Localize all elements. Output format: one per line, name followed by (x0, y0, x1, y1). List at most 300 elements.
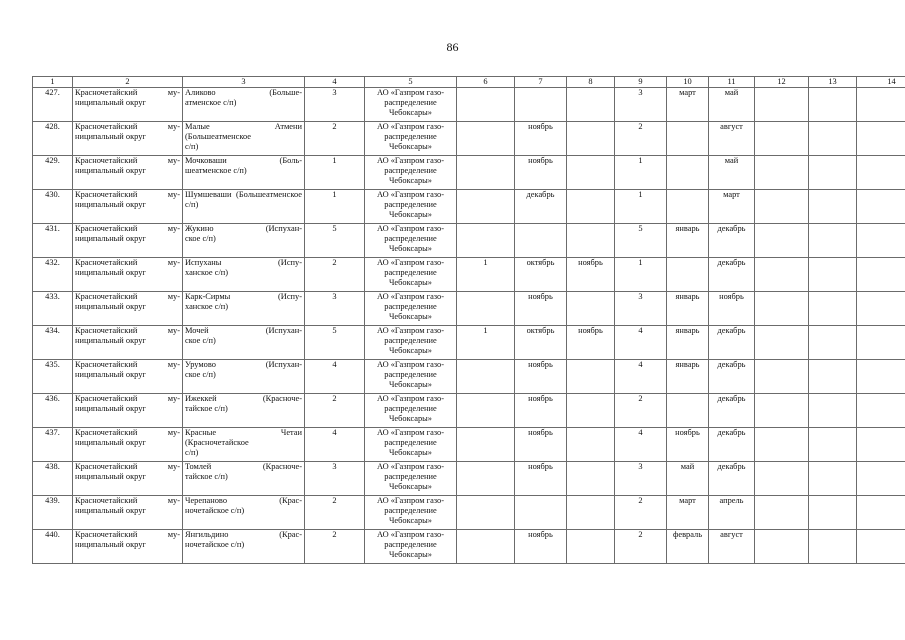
district-cell (73, 530, 183, 564)
table-row (33, 224, 905, 258)
organization-cell (365, 122, 457, 156)
col13-cell (809, 326, 857, 360)
col13-cell (809, 156, 857, 190)
col11-cell: апрель (709, 496, 755, 530)
col12-cell (755, 156, 809, 190)
settlement-line: атменское с/п) (185, 97, 237, 107)
district-part: Красночетайский (75, 428, 138, 437)
col13-cell (809, 190, 857, 224)
col10-cell (667, 190, 709, 224)
col11-cell: декабрь (709, 394, 755, 428)
col6-cell (457, 496, 515, 530)
col11-cell: декабрь (709, 224, 755, 258)
district-cell (73, 360, 183, 394)
table-body (33, 88, 905, 564)
district-part: му- (167, 496, 180, 505)
district-line (75, 292, 180, 302)
district-line (75, 496, 180, 506)
district-line (75, 360, 180, 370)
district-cell (73, 462, 183, 496)
district-part: му- (167, 462, 180, 471)
district-part: Красночетайский (75, 122, 138, 131)
row-number-cell: 429. (33, 156, 73, 190)
district-part: Красночетайский (75, 326, 138, 335)
settlement-part: (Крас- (279, 496, 302, 505)
district-cell (73, 190, 183, 224)
district-line (75, 530, 180, 540)
organization-line: АО «Газпром газо- (376, 360, 445, 369)
settlement-part: Мочковаши (185, 156, 227, 165)
settlement-part: (Боль- (279, 156, 302, 165)
col7-cell (515, 224, 567, 258)
count-cell: 2 (305, 258, 365, 292)
organization-line: распределение (384, 369, 437, 379)
district-line: ниципальный округ (75, 403, 146, 413)
col10-cell: март (667, 88, 709, 122)
district-line (75, 224, 180, 234)
count-cell: 1 (305, 190, 365, 224)
row-number-cell: 438. (33, 462, 73, 496)
district-part: Красночетайский (75, 394, 138, 403)
district-part: му- (167, 258, 180, 267)
page-number: 86 (446, 40, 459, 54)
district-line: ниципальный округ (75, 199, 146, 209)
settlement-cell (183, 224, 305, 258)
header-col-9: 9 (615, 77, 667, 88)
col6-cell (457, 462, 515, 496)
district-part: Красночетайский (75, 360, 138, 369)
district-cell (73, 258, 183, 292)
table-row (33, 462, 905, 496)
organization-cell (365, 428, 457, 462)
district-part: Красночетайский (75, 462, 138, 471)
col8-cell (567, 428, 615, 462)
col12-cell (755, 394, 809, 428)
count-cell: 2 (305, 496, 365, 530)
organization-line: распределение (384, 539, 437, 549)
col13-cell (809, 88, 857, 122)
header-col-5: 5 (365, 77, 457, 88)
settlement-part: (Больше- (269, 88, 302, 97)
district-cell (73, 428, 183, 462)
organization-line: Чебоксары» (388, 549, 432, 559)
count-cell: 5 (305, 326, 365, 360)
settlement-part: (Испухан- (265, 360, 302, 369)
settlement-cell (183, 428, 305, 462)
organization-cell (365, 326, 457, 360)
settlement-cell (183, 258, 305, 292)
count-cell: 5 (305, 224, 365, 258)
organization-line: АО «Газпром газо- (376, 190, 445, 199)
col7-cell: ноябрь (515, 360, 567, 394)
count-cell: 2 (305, 122, 365, 156)
header-col-2: 2 (73, 77, 183, 88)
settlement-part: (Испу- (277, 292, 302, 301)
settlement-line: ночетайское с/п) (185, 539, 245, 549)
settlement-cell (183, 530, 305, 564)
col6-cell (457, 156, 515, 190)
district-line (75, 156, 180, 166)
organization-line: Чебоксары» (388, 277, 432, 287)
district-line: ниципальный округ (75, 335, 146, 345)
district-line: ниципальный округ (75, 471, 146, 481)
settlement-line: с/п) (185, 447, 199, 457)
col6-cell (457, 190, 515, 224)
district-part: Красночетайский (75, 258, 138, 267)
table-row (33, 88, 905, 122)
settlement-part: Четаи (280, 428, 302, 437)
settlement-part: Малые (185, 122, 210, 131)
settlement-part: Шумшеваши (185, 190, 232, 199)
district-part: Красночетайский (75, 496, 138, 505)
col7-cell: ноябрь (515, 122, 567, 156)
col10-cell (667, 122, 709, 156)
col14-cell (857, 258, 905, 292)
col9-cell: 4 (615, 428, 667, 462)
district-cell (73, 224, 183, 258)
organization-line: Чебоксары» (388, 175, 432, 185)
header-col-14: 14 (857, 77, 905, 88)
organization-line: Чебоксары» (388, 141, 432, 151)
col13-cell (809, 496, 857, 530)
document-table (32, 76, 905, 564)
col9-cell: 3 (615, 462, 667, 496)
organization-line: распределение (384, 199, 437, 209)
organization-cell (365, 224, 457, 258)
col12-cell (755, 224, 809, 258)
count-cell: 2 (305, 530, 365, 564)
col13-cell (809, 292, 857, 326)
col9-cell: 1 (615, 258, 667, 292)
settlement-line (185, 258, 302, 268)
header-col-13: 13 (809, 77, 857, 88)
organization-line: распределение (384, 165, 437, 175)
table-header (33, 77, 905, 88)
district-part: му- (167, 292, 180, 301)
col6-cell (457, 224, 515, 258)
col11-cell: август (709, 530, 755, 564)
organization-line: распределение (384, 301, 437, 311)
settlement-cell (183, 496, 305, 530)
col7-cell: ноябрь (515, 156, 567, 190)
district-line: ниципальный округ (75, 165, 146, 175)
settlement-line (185, 224, 302, 234)
district-line (75, 88, 180, 98)
district-cell (73, 394, 183, 428)
col10-cell (667, 258, 709, 292)
col11-cell: май (709, 156, 755, 190)
district-part: му- (167, 428, 180, 437)
district-line (75, 122, 180, 132)
col9-cell: 3 (615, 88, 667, 122)
settlement-line (185, 292, 302, 302)
col10-cell: январь (667, 326, 709, 360)
row-number-cell: 432. (33, 258, 73, 292)
col14-cell (857, 88, 905, 122)
row-number-cell: 435. (33, 360, 73, 394)
district-line: ниципальный округ (75, 233, 146, 243)
organization-line: Чебоксары» (388, 311, 432, 321)
col11-cell: март (709, 190, 755, 224)
col9-cell: 1 (615, 190, 667, 224)
col8-cell (567, 156, 615, 190)
col10-cell: март (667, 496, 709, 530)
organization-line: Чебоксары» (388, 481, 432, 491)
col11-cell: декабрь (709, 360, 755, 394)
row-number-cell: 434. (33, 326, 73, 360)
col7-cell: ноябрь (515, 292, 567, 326)
col12-cell (755, 292, 809, 326)
col7-cell: ноябрь (515, 530, 567, 564)
table-row (33, 394, 905, 428)
row-number-cell: 430. (33, 190, 73, 224)
col12-cell (755, 496, 809, 530)
col8-cell (567, 360, 615, 394)
settlement-line (185, 190, 302, 200)
district-part: Красночетайский (75, 292, 138, 301)
col9-cell: 2 (615, 496, 667, 530)
col8-cell (567, 496, 615, 530)
district-cell (73, 292, 183, 326)
table-row (33, 156, 905, 190)
organization-line: АО «Газпром газо- (376, 258, 445, 267)
col10-cell (667, 394, 709, 428)
organization-line: АО «Газпром газо- (376, 122, 445, 131)
organization-line: АО «Газпром газо- (376, 462, 445, 471)
settlement-part: (Красноче- (262, 462, 302, 471)
col6-cell: 1 (457, 326, 515, 360)
col14-cell (857, 462, 905, 496)
settlement-cell (183, 88, 305, 122)
settlement-cell (183, 122, 305, 156)
col6-cell (457, 394, 515, 428)
count-cell: 4 (305, 428, 365, 462)
col6-cell (457, 530, 515, 564)
col14-cell (857, 224, 905, 258)
settlement-part: Испуханы (185, 258, 222, 267)
settlement-line: с/п) (185, 199, 199, 209)
settlement-part: (Крас- (279, 530, 302, 539)
col9-cell: 2 (615, 530, 667, 564)
settlement-line (185, 326, 302, 336)
settlement-part: Черепаново (185, 496, 228, 505)
table-row (33, 496, 905, 530)
district-line: ниципальный округ (75, 437, 146, 447)
district-line: ниципальный округ (75, 97, 146, 107)
district-cell (73, 156, 183, 190)
col14-cell (857, 156, 905, 190)
district-line: ниципальный округ (75, 131, 146, 141)
settlement-line (185, 496, 302, 506)
col6-cell (457, 428, 515, 462)
col12-cell (755, 258, 809, 292)
district-line (75, 428, 180, 438)
header-col-4: 4 (305, 77, 365, 88)
district-part: му- (167, 88, 180, 97)
table-row (33, 360, 905, 394)
col13-cell (809, 394, 857, 428)
district-line: ниципальный округ (75, 539, 146, 549)
col13-cell (809, 224, 857, 258)
settlement-part: (Красноче- (262, 394, 302, 403)
row-number-cell: 427. (33, 88, 73, 122)
organization-line: Чебоксары» (388, 243, 432, 253)
district-part: му- (167, 122, 180, 131)
col13-cell (809, 122, 857, 156)
settlement-line: (Большеатменское (185, 131, 251, 141)
organization-line: Чебоксары» (388, 413, 432, 423)
col12-cell (755, 428, 809, 462)
organization-line: АО «Газпром газо- (376, 292, 445, 301)
organization-line: Чебоксары» (388, 107, 432, 117)
col14-cell (857, 190, 905, 224)
settlement-line (185, 156, 302, 166)
col7-cell (515, 88, 567, 122)
settlement-line (185, 360, 302, 370)
col6-cell: 1 (457, 258, 515, 292)
col6-cell (457, 88, 515, 122)
organization-line: АО «Газпром газо- (376, 530, 445, 539)
header-col-11: 11 (709, 77, 755, 88)
col9-cell: 4 (615, 360, 667, 394)
count-cell: 3 (305, 462, 365, 496)
settlement-cell (183, 394, 305, 428)
settlement-cell (183, 360, 305, 394)
header-col-7: 7 (515, 77, 567, 88)
district-part: му- (167, 530, 180, 539)
col11-cell: ноябрь (709, 292, 755, 326)
col9-cell: 2 (615, 122, 667, 156)
col11-cell: декабрь (709, 462, 755, 496)
district-part: Красночетайский (75, 224, 138, 233)
col8-cell (567, 530, 615, 564)
count-cell: 1 (305, 156, 365, 190)
col8-cell (567, 224, 615, 258)
row-number-cell: 433. (33, 292, 73, 326)
district-cell (73, 122, 183, 156)
col11-cell: декабрь (709, 258, 755, 292)
organization-line: Чебоксары» (388, 345, 432, 355)
col7-cell: ноябрь (515, 428, 567, 462)
organization-line: Чебоксары» (388, 515, 432, 525)
table-row (33, 122, 905, 156)
row-number-cell: 431. (33, 224, 73, 258)
district-part: му- (167, 326, 180, 335)
settlement-part: (Большеатменское (236, 190, 302, 199)
district-part: му- (167, 156, 180, 165)
col12-cell (755, 530, 809, 564)
settlement-line: (Красночетайское (185, 437, 249, 447)
settlement-part: Жукино (185, 224, 214, 233)
district-line (75, 462, 180, 472)
organization-line: АО «Газпром газо- (376, 88, 445, 97)
col11-cell: май (709, 88, 755, 122)
row-number-cell: 437. (33, 428, 73, 462)
col8-cell: ноябрь (567, 326, 615, 360)
table-row (33, 428, 905, 462)
col13-cell (809, 462, 857, 496)
col11-cell: декабрь (709, 326, 755, 360)
settlement-line (185, 122, 302, 132)
organization-line: распределение (384, 403, 437, 413)
col9-cell: 2 (615, 394, 667, 428)
settlement-line (185, 428, 302, 438)
col6-cell (457, 122, 515, 156)
organization-cell (365, 292, 457, 326)
row-number-cell: 440. (33, 530, 73, 564)
settlement-part: Урумово (185, 360, 216, 369)
col8-cell (567, 394, 615, 428)
organization-cell (365, 462, 457, 496)
organization-line: распределение (384, 471, 437, 481)
settlement-part: Янгильдино (185, 530, 229, 539)
settlement-line: ское с/п) (185, 233, 216, 243)
organization-line: Чебоксары» (388, 447, 432, 457)
col7-cell: ноябрь (515, 394, 567, 428)
col11-cell: декабрь (709, 428, 755, 462)
district-part: Красночетайский (75, 156, 138, 165)
settlement-part: Красные (185, 428, 217, 437)
header-col-1: 1 (33, 77, 73, 88)
organization-line: распределение (384, 233, 437, 243)
col9-cell: 3 (615, 292, 667, 326)
header-col-10: 10 (667, 77, 709, 88)
settlement-line: ское с/п) (185, 369, 216, 379)
col12-cell (755, 326, 809, 360)
district-part: Красночетайский (75, 530, 138, 539)
organization-line: АО «Газпром газо- (376, 326, 445, 335)
col14-cell (857, 394, 905, 428)
organization-line: распределение (384, 97, 437, 107)
organization-line: распределение (384, 335, 437, 345)
header-col-3: 3 (183, 77, 305, 88)
district-line (75, 258, 180, 268)
settlement-part: Атмени (274, 122, 302, 131)
district-line (75, 394, 180, 404)
col13-cell (809, 360, 857, 394)
organization-line: АО «Газпром газо- (376, 156, 445, 165)
organization-line: АО «Газпром газо- (376, 224, 445, 233)
col8-cell (567, 88, 615, 122)
col8-cell (567, 292, 615, 326)
col9-cell: 5 (615, 224, 667, 258)
col8-cell (567, 122, 615, 156)
settlement-line: тайское с/п) (185, 403, 228, 413)
organization-cell (365, 88, 457, 122)
header-col-6: 6 (457, 77, 515, 88)
organization-line: АО «Газпром газо- (376, 394, 445, 403)
col10-cell: январь (667, 224, 709, 258)
settlement-part: (Испу- (277, 258, 302, 267)
organization-line: Чебоксары» (388, 209, 432, 219)
col9-cell: 4 (615, 326, 667, 360)
col10-cell: февраль (667, 530, 709, 564)
row-number-cell: 428. (33, 122, 73, 156)
col13-cell (809, 428, 857, 462)
col14-cell (857, 360, 905, 394)
table-row (33, 326, 905, 360)
settlement-part: Мочей (185, 326, 209, 335)
district-part: му- (167, 190, 180, 199)
organization-line: АО «Газпром газо- (376, 428, 445, 437)
district-part: му- (167, 360, 180, 369)
col10-cell: январь (667, 360, 709, 394)
col8-cell: ноябрь (567, 258, 615, 292)
count-cell: 2 (305, 394, 365, 428)
settlement-part: Ижеккей (185, 394, 217, 403)
organization-line: распределение (384, 131, 437, 141)
count-cell: 4 (305, 360, 365, 394)
